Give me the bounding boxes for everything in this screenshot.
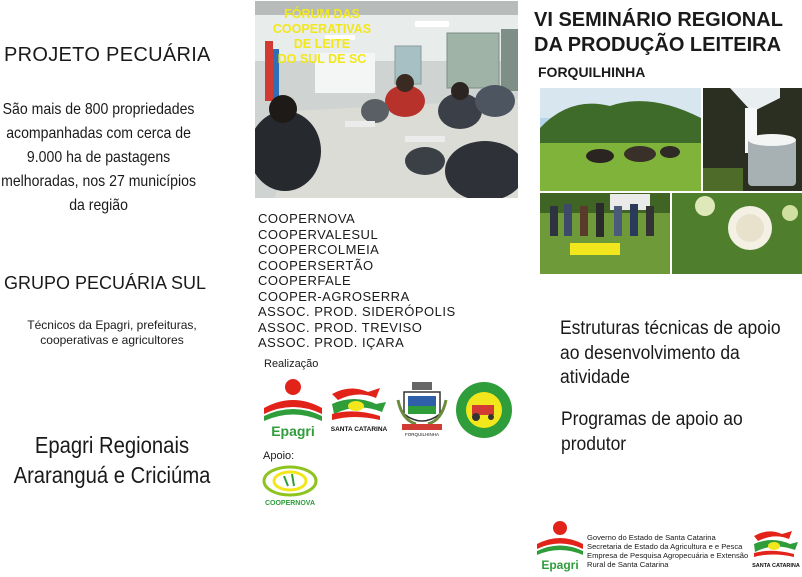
- list-item: ASSOC. PROD. SIDERÓPOLIS: [258, 304, 456, 319]
- forum-line: COOPERATIVAS: [272, 22, 372, 36]
- apoio-label: Apoio:: [263, 450, 295, 462]
- festa-colono-logo: [455, 381, 513, 439]
- forum-overlay-text: [262, 7, 382, 67]
- list-item: COOPERFALE: [258, 273, 352, 288]
- footer-epagri-text: Epagri: [541, 558, 579, 572]
- epagri-logo-text: Epagri: [271, 423, 315, 439]
- footer-line: Empresa de Pesquisa Agropecuária e Extensão: [587, 551, 749, 560]
- project-title: PROJETO PECUÁRIA: [4, 44, 211, 66]
- programs-text: Programas de apoio ao produtor: [561, 409, 743, 455]
- footer-epagri-logo: [536, 520, 584, 572]
- list-item: COOPERSERTÃO: [258, 257, 374, 273]
- project-description: São mais de 800 propriedades acompanhadas com cerca de 9.000 ha de pastagens melhoradas, nos 27 municípios da região: [1, 101, 196, 214]
- coopernova-logo: [258, 462, 322, 508]
- list-item: ASSOC. PROD. IÇARA: [258, 335, 405, 350]
- coopernova-logo-text: COOPERNOVA: [264, 500, 316, 507]
- footer-line: Governo do Estado de Santa Catarina: [587, 533, 716, 542]
- list-item: COOPERVALESUL: [258, 226, 379, 242]
- santa-catarina-logo: [330, 384, 388, 434]
- group-description: Técnicos da Epagri, prefeituras, cooperativas e agricultores: [27, 318, 197, 347]
- structures-text: Estruturas técnicas de apoio ao desenvolvimento da atividade: [560, 318, 781, 388]
- forum-line: DO SUL DE SC: [277, 52, 367, 66]
- city-label: FORQUILHINHA: [538, 64, 646, 80]
- regional-office-label: Epagri Regionais Araranguá e Criciúma: [13, 432, 211, 488]
- forquilhinha-crest: [396, 380, 448, 438]
- forum-line: FÓRUM DAS: [284, 7, 360, 21]
- list-item: ASSOC. PROD. TREVISO: [258, 319, 423, 335]
- footer-sc-text: SANTA CATARINA: [752, 563, 800, 569]
- group-title: GRUPO PECUÁRIA SUL: [4, 273, 207, 293]
- forum-line: DE LEITE: [293, 37, 351, 51]
- footer-line: Secretaria de Estado da Agricultura e e Pesca: [587, 542, 743, 551]
- photo-collage: [540, 88, 802, 274]
- forquilhinha-crest-text: FORQUILHINHA: [404, 432, 440, 437]
- footer-line: Rural de Santa Catarina: [587, 560, 669, 569]
- seminar-title: VI SEMINÁRIO REGIONAL DA PRODUÇÃO LEITEIRA: [534, 9, 783, 56]
- epagri-logo: [262, 378, 324, 440]
- footer-santa-catarina-logo: [752, 528, 800, 570]
- footer-government-text: [587, 533, 748, 569]
- list-item: COOPER-AGROSERRA: [258, 288, 410, 304]
- list-item: COOPERCOLMEIA: [258, 242, 380, 257]
- santa-catarina-logo-text: SANTA CATARINA: [330, 426, 388, 433]
- list-item: COOPERNOVA: [258, 211, 356, 226]
- realizacao-label: Realização: [264, 358, 319, 370]
- cooperatives-list: [258, 211, 456, 351]
